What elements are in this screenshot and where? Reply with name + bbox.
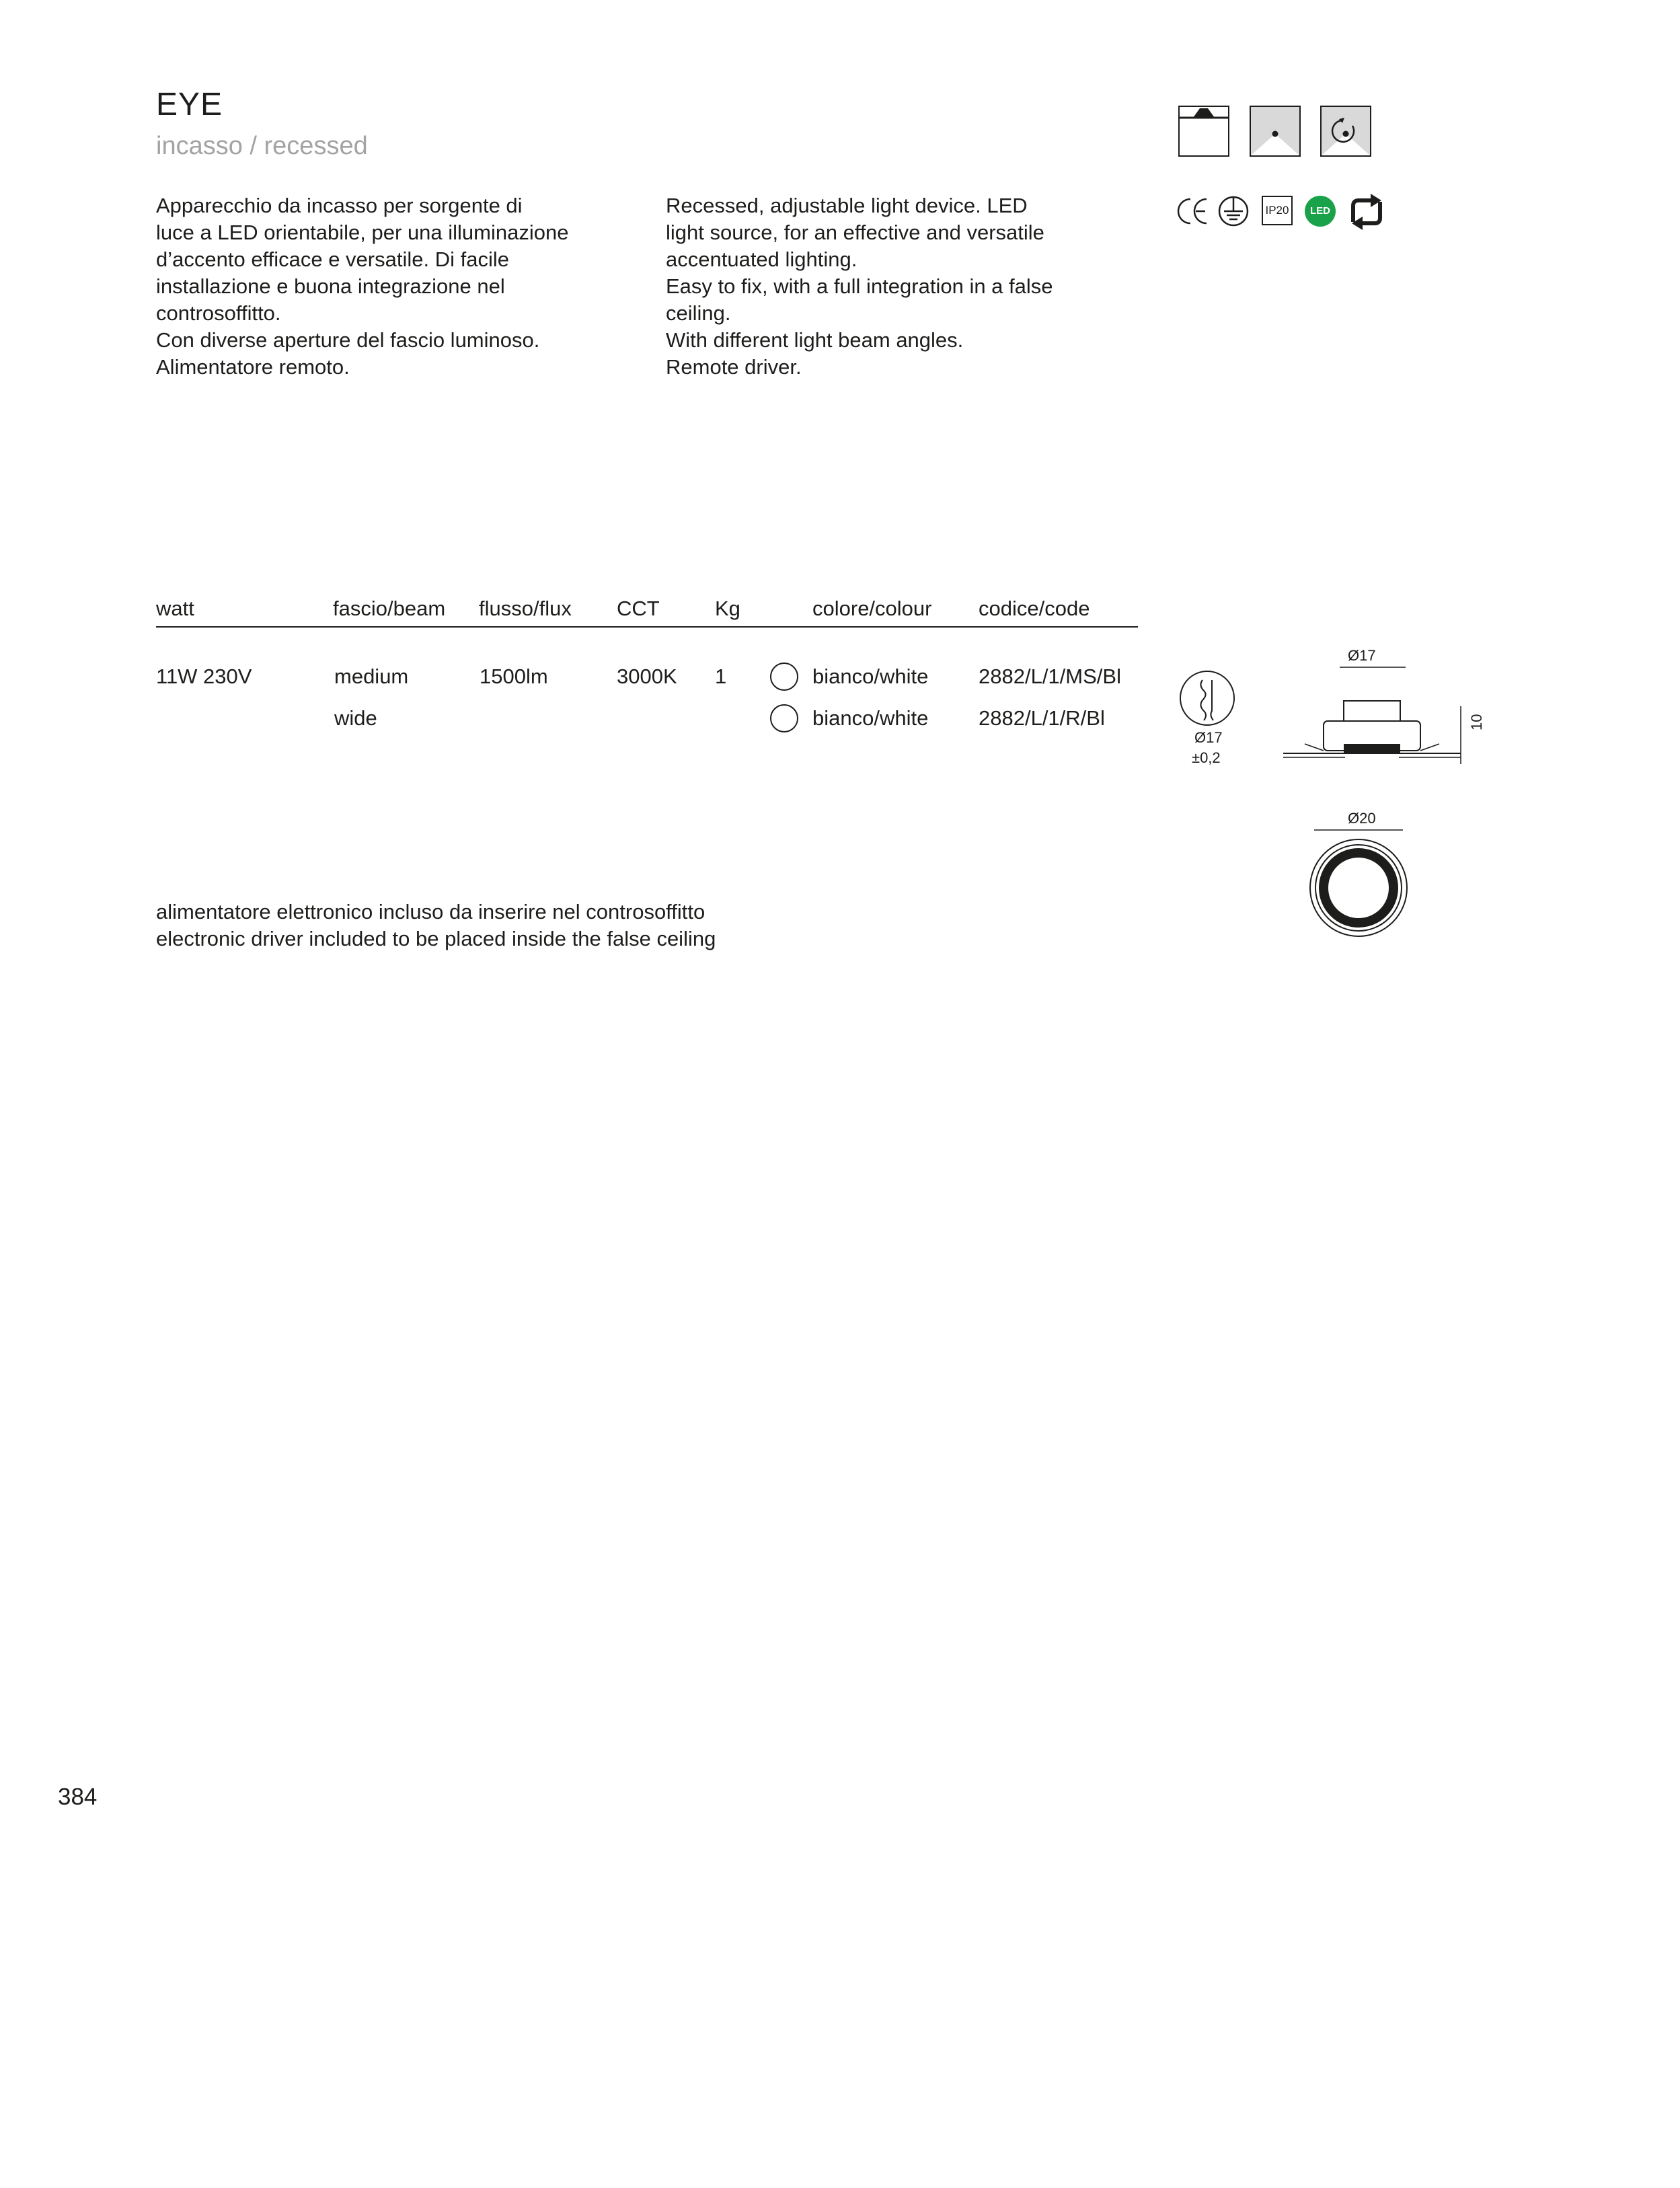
table-header-rule — [156, 626, 1138, 628]
description-line: controsoffitto. — [156, 301, 281, 325]
cell-code: 2882/L/1/MS/Bl — [979, 665, 1121, 688]
fixed-spot-icon — [1250, 106, 1301, 157]
description-line: light source, for an effective and versatile — [666, 221, 1044, 244]
cell-kg: 1 — [715, 665, 727, 688]
description-italian — [156, 192, 568, 381]
cell-colour: bianco/white — [812, 665, 929, 688]
cell-colour: bianco/white — [812, 706, 929, 730]
adjustable-spot-icon — [1320, 106, 1371, 157]
height-label: 10 — [1468, 714, 1485, 730]
description-line: Remote driver. — [666, 355, 802, 379]
description-english — [666, 192, 1053, 381]
front-diameter-label: Ø20 — [1348, 810, 1376, 827]
description-line: accentuated lighting. — [666, 248, 857, 271]
earth-ground-icon — [1217, 195, 1250, 227]
cell-cct: 3000K — [617, 665, 677, 688]
cutout-hole-icon — [1178, 669, 1236, 727]
colour-swatch — [770, 704, 798, 732]
product-title: EYE — [156, 87, 223, 122]
recycle-icon — [1345, 192, 1388, 231]
header-colour: colore/colour — [812, 597, 932, 620]
description-line: installazione e buona integrazione nel — [156, 274, 505, 298]
led-label: LED — [1310, 205, 1330, 217]
description-line: Con diverse aperture del fascio luminoso. — [156, 328, 540, 352]
header-flux: flusso/flux — [479, 597, 572, 620]
note-line: electronic driver included to be placed inside the false ceiling — [156, 927, 716, 950]
cell-beam: wide — [334, 706, 377, 730]
ip20-label: IP20 — [1265, 204, 1289, 217]
page-number: 384 — [58, 1784, 98, 1810]
description-line: luce a LED orientabile, per una illuminazione — [156, 221, 569, 244]
cell-flux: 1500lm — [480, 665, 548, 688]
description-line: Easy to fix, with a full integration in a false — [666, 274, 1053, 298]
product-subtitle: incasso / recessed — [156, 132, 368, 160]
description-line: Apparecchio da incasso per sorgente di — [156, 194, 523, 217]
cell-watt: 11W 230V — [156, 665, 252, 688]
colour-swatch — [770, 663, 798, 691]
recessed-mount-icon — [1178, 106, 1229, 157]
description-line: Alimentatore remoto. — [156, 355, 350, 379]
description-line: Recessed, adjustable light device. LED — [666, 194, 1028, 217]
top-diameter-label: Ø17 — [1348, 647, 1376, 664]
cell-beam: medium — [334, 665, 409, 688]
description-line: ceiling. — [666, 301, 731, 325]
header-kg: Kg — [715, 597, 740, 620]
note-line: alimentatore elettronico incluso da inserire nel controsoffitto — [156, 900, 705, 923]
front-view-drawing — [1305, 829, 1412, 936]
cutout-tolerance-label: ±0,2 — [1192, 749, 1221, 766]
description-line: With different light beam angles. — [666, 328, 964, 352]
header-code: codice/code — [979, 597, 1090, 620]
driver-note — [156, 899, 716, 952]
led-icon — [1305, 196, 1336, 227]
description-line: d’accento efficace e versatile. Di facile — [156, 248, 509, 271]
ip20-icon — [1262, 196, 1293, 225]
header-cct: CCT — [617, 597, 660, 620]
cell-code: 2882/L/1/R/Bl — [979, 706, 1105, 730]
header-beam: fascio/beam — [333, 597, 446, 620]
cutout-diameter-label: Ø17 — [1194, 729, 1223, 746]
header-watt: watt — [156, 597, 194, 620]
side-view-drawing — [1278, 666, 1453, 780]
ce-mark-icon — [1176, 196, 1208, 226]
